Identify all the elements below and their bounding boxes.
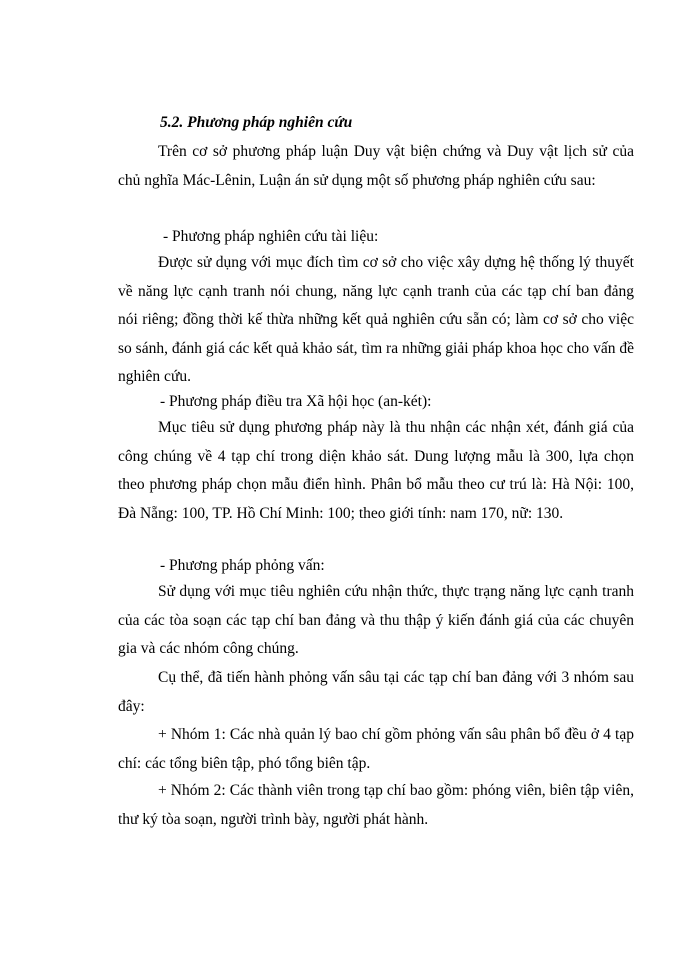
paragraph-method-2: Mục tiêu sử dụng phương pháp này là thu nhận các nhận xét, đánh giá của công chúng về 4 tạp chí trong diện khảo sát. Dung lượng mẫu là 300, lựa chọn theo phương pháp chọn mẫu điển hình. Phân bổ mẫu theo cư trú là: Hà Nội: 100, Đà Nẵng: 100, TP. Hồ Chí Minh: 100; theo giới tính: nam 170, nữ: 130. — [118, 419, 634, 522]
method-2-title: - Phương pháp điều tra Xã hội học (an-két): — [160, 393, 432, 410]
paragraph-group-1: + Nhóm 1: Các nhà quản lý bao chí gồm phỏng vấn sâu phân bổ đều ở 4 tạp chí: các tổng biên tập, phó tổng biên tập. — [118, 726, 634, 772]
paragraph-method-3: Sử dụng với mục tiêu nghiên cứu nhận thức, thực trạng năng lực cạnh tranh của các tòa soạn các tạp chí ban đảng và thu thập ý kiến đánh giá của các chuyên gia và các nhóm công chúng. — [118, 583, 634, 657]
paragraph-group-2: + Nhóm 2: Các thành viên trong tạp chí bao gồm: phóng viên, biên tập viên, thư ký tòa soạn, người trình bày, người phát hành. — [118, 782, 634, 828]
paragraph-intro: Trên cơ sở phương pháp luận Duy vật biện chứng và Duy vật lịch sử của chủ nghĩa Mác-Lênin, Luận án sử dụng một số phương pháp nghiên cứu sau: — [118, 143, 634, 189]
paragraph-interview-groups: Cụ thể, đã tiến hành phỏng vấn sâu tại các tạp chí ban đảng với 3 nhóm sau đây: — [118, 669, 634, 715]
method-3-title: - Phương pháp phỏng vấn: — [160, 557, 325, 574]
section-heading: 5.2. Phương pháp nghiên cứu — [160, 114, 353, 131]
paragraph-method-1: Được sử dụng với mục đích tìm cơ sở cho việc xây dựng hệ thống lý thuyết về năng lực cạnh tranh nói chung, năng lực cạnh tranh của các tạp chí ban đảng nói riêng; đồng thời kế thừa những kết quả nghiên cứu sẵn có; làm cơ sở cho việc so sánh, đánh giá các kết quả khảo sát, tìm ra những giải pháp khoa học cho vấn đề nghiên cứu. — [118, 254, 634, 385]
method-1-title: - Phương pháp nghiên cứu tài liệu: — [163, 228, 379, 245]
